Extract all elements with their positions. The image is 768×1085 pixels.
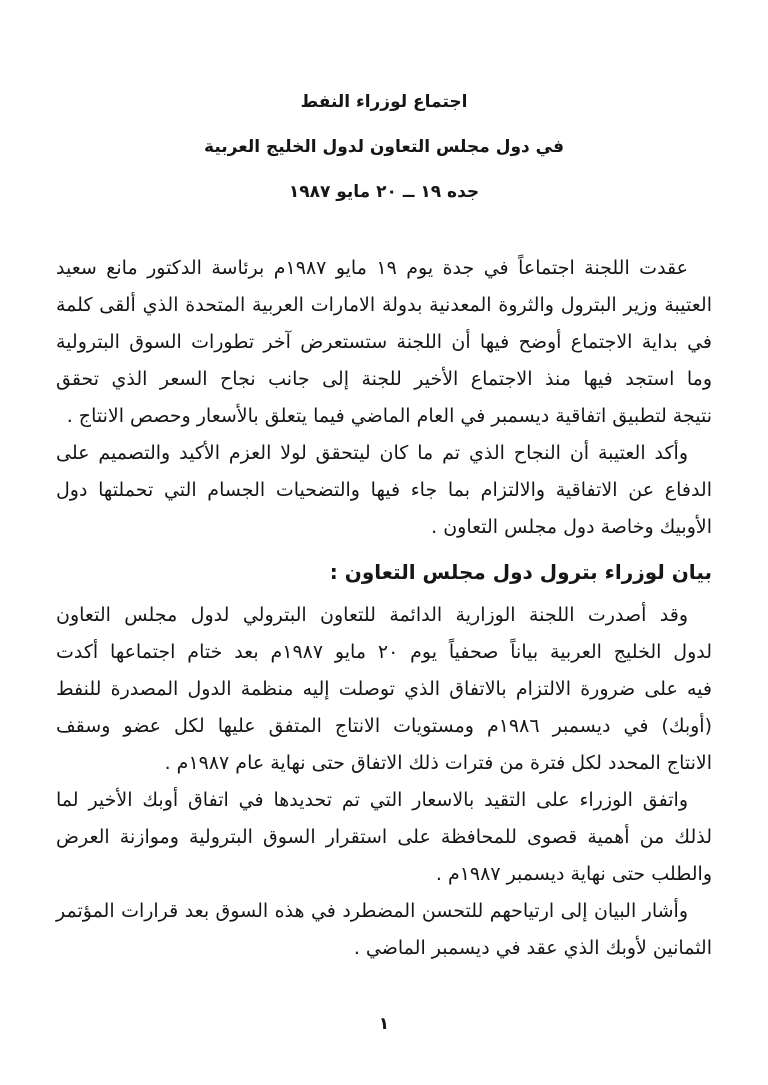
text-line: الأوبيك وخاصة دول مجلس التعاون .: [431, 516, 712, 538]
text-line: وأشار البيان إلى ارتياحهم للتحسن المضطرد في هذه السوق بعد قرارات المؤتمر: [56, 900, 688, 922]
text-line: والطلب حتى نهاية ديسمبر ١٩٨٧م .: [435, 863, 712, 885]
text-line: لدول الخليج العربية بياناً صحفياً يوم ٢٠ مايو ١٩٨٧م بعد ختام اجتماعها أكدت: [56, 641, 713, 663]
text-line: نتيجة لتطبيق اتفاقية ديسمبر في العام الماضي فيما يتعلق بالأسعار وحصص الانتاج .: [66, 405, 712, 427]
document-subtitle: في دول مجلس التعاون لدول الخليج العربية: [204, 137, 564, 157]
text-line: وقد أصدرت اللجنة الوزارية الدائمة للتعاون البترولي لدول مجلس التعاون: [56, 604, 688, 626]
document-body: [56, 250, 712, 967]
document-title-block: [0, 80, 768, 215]
text-line: لذلك من أهمية قصوى للمحافظة على استقرار السوق البترولية وموازنة العرض: [56, 826, 712, 848]
text-line: وأكد العتيبة أن النجاح الذي تم ما كان ليتحقق لولا العزم الأكيد والتصميم على: [56, 442, 688, 464]
page-number: ١: [378, 1014, 390, 1034]
paragraph: [56, 435, 712, 546]
text-line: عقدت اللجنة اجتماعاً في جدة يوم ١٩ مايو ١٩٨٧م برئاسة الدكتور مانع سعيد: [56, 257, 688, 279]
text-line: في بداية الاجتماع أوضح فيها أن اللجنة ستستعرض آخر تطورات السوق البترولية: [56, 331, 712, 353]
text-line: العتيبة وزير البترول والثروة المعدنية بدولة الامارات العربية المتحدة الذي ألقى كلمة: [56, 294, 712, 316]
text-line: فيه على ضرورة الالتزام بالاتفاق الذي توصلت إليه منظمة الدول المصدرة للنفط: [56, 678, 712, 700]
text-line: واتفق الوزراء على التقيد بالاسعار التي تم تحديدها في اتفاق أوبك الأخير لما: [56, 789, 688, 811]
document-title: اجتماع لوزراء النفط: [300, 92, 468, 112]
section-heading: بيان لوزراء بترول دول مجلس التعاون :: [329, 560, 712, 584]
paragraph: [56, 250, 712, 435]
text-line: الدفاع عن الاتفاقية والالتزام بما جاء فيها والتضحيات الجسام التي تحملتها دول: [56, 479, 712, 501]
document-date-line: جده ١٩ ــ ٢٠ مايو ١٩٨٧: [288, 182, 480, 202]
paragraph: [56, 893, 712, 967]
text-line: الثمانين لأوبك الذي عقد في ديسمبر الماضي .: [353, 937, 712, 959]
text-line: وما استجد فيها منذ الاجتماع الأخير للجنة إلى جانب نجاح السعر الذي تحقق: [56, 368, 712, 390]
paragraph: [56, 782, 712, 893]
text-line: الانتاج المحدد لكل فترة من فترات ذلك الاتفاق حتى نهاية عام ١٩٨٧م .: [164, 752, 712, 774]
paragraph: [56, 597, 712, 782]
text-line: (أوبك) في ديسمبر ١٩٨٦م ومستويات الانتاج المتفق عليها لكل عضو وسقف: [56, 715, 712, 737]
